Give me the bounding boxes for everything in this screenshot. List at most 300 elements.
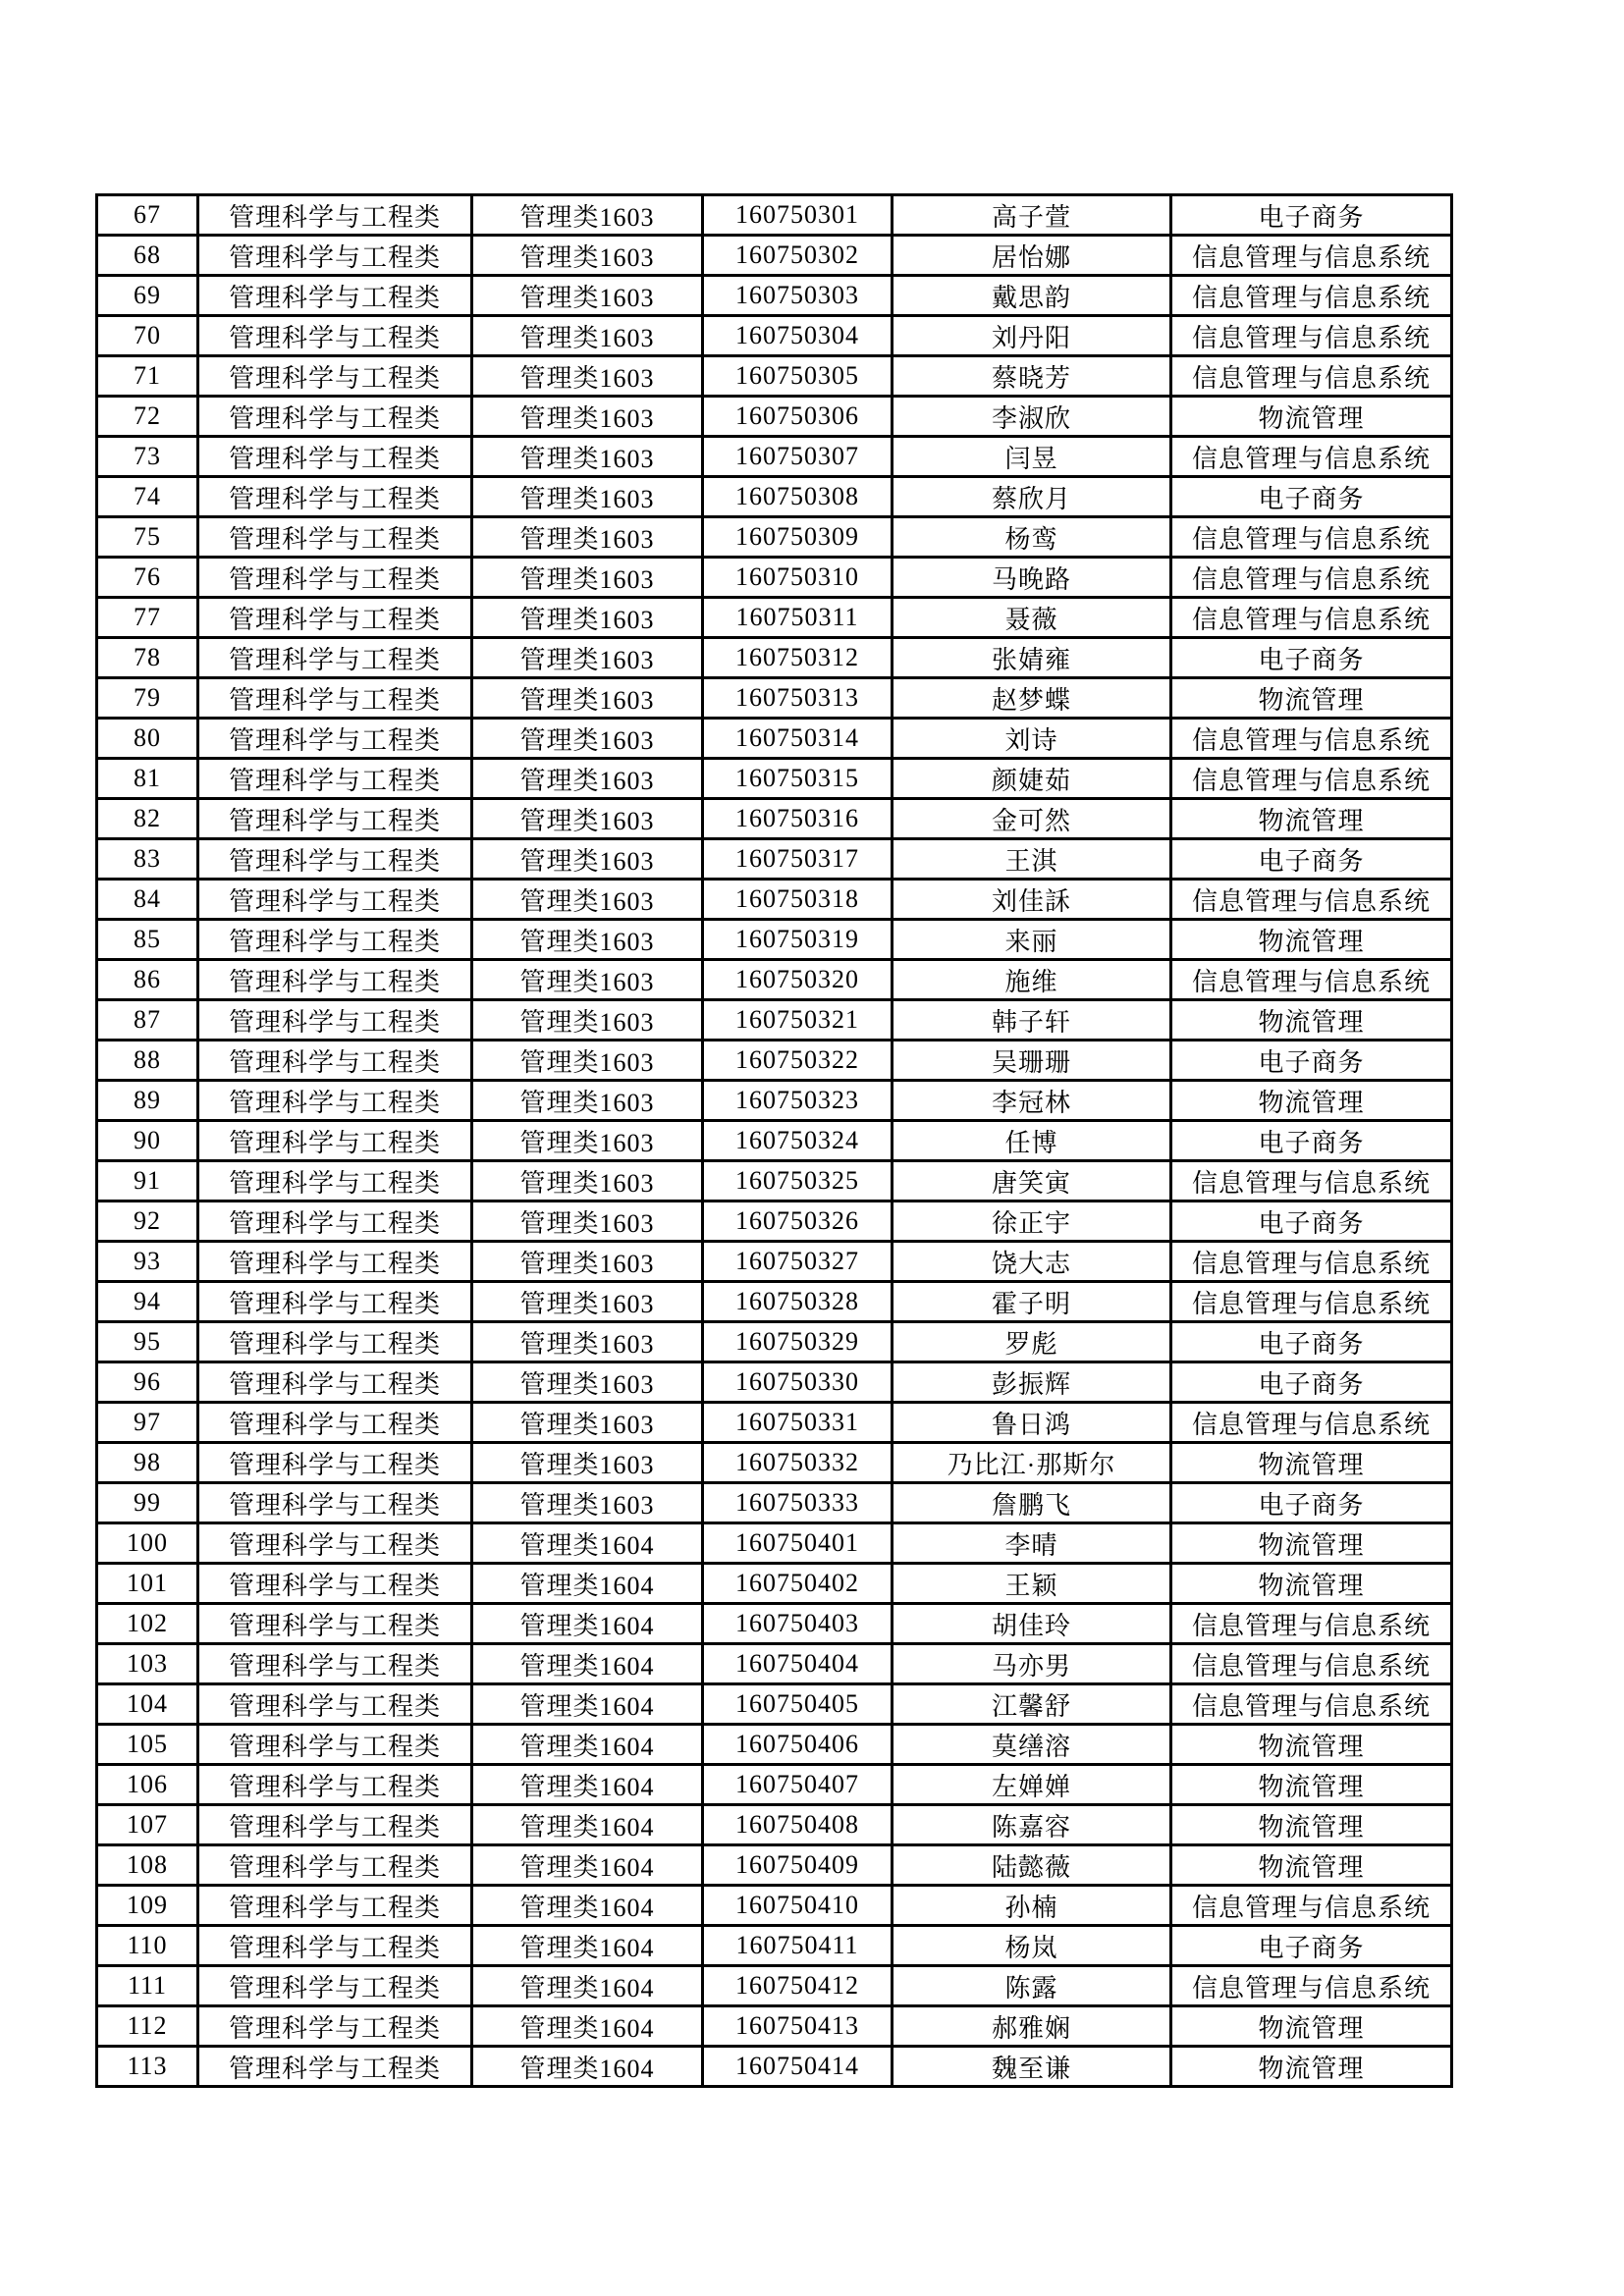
cell-class: 管理类1603 bbox=[472, 1443, 703, 1483]
cell-major: 信息管理与信息系统 bbox=[1171, 517, 1452, 558]
cell-row-number: 85 bbox=[97, 920, 198, 960]
cell-class: 管理类1603 bbox=[472, 1121, 703, 1161]
cell-student-id: 160750332 bbox=[703, 1443, 893, 1483]
cell-major: 信息管理与信息系统 bbox=[1171, 356, 1452, 397]
cell-row-number: 97 bbox=[97, 1403, 198, 1443]
cell-student-name: 陈嘉容 bbox=[893, 1805, 1171, 1845]
cell-student-id: 160750328 bbox=[703, 1282, 893, 1322]
cell-major: 信息管理与信息系统 bbox=[1171, 236, 1452, 276]
cell-class: 管理类1603 bbox=[472, 236, 703, 276]
cell-major: 电子商务 bbox=[1171, 1041, 1452, 1081]
cell-category: 管理科学与工程类 bbox=[198, 356, 472, 397]
cell-class: 管理类1604 bbox=[472, 1725, 703, 1765]
table-row bbox=[97, 1604, 1452, 1644]
table-row bbox=[97, 356, 1452, 397]
cell-student-name: 郝雅娴 bbox=[893, 2006, 1171, 2047]
cell-category: 管理科学与工程类 bbox=[198, 1000, 472, 1041]
cell-student-name: 王淇 bbox=[893, 839, 1171, 880]
cell-class: 管理类1603 bbox=[472, 477, 703, 517]
cell-row-number: 81 bbox=[97, 759, 198, 799]
cell-category: 管理科学与工程类 bbox=[198, 1483, 472, 1523]
cell-major: 信息管理与信息系统 bbox=[1171, 1161, 1452, 1201]
cell-major: 物流管理 bbox=[1171, 1564, 1452, 1604]
cell-student-name: 蔡晓芳 bbox=[893, 356, 1171, 397]
table-row bbox=[97, 2047, 1452, 2087]
cell-major: 物流管理 bbox=[1171, 2006, 1452, 2047]
table-row bbox=[97, 1282, 1452, 1322]
cell-category: 管理科学与工程类 bbox=[198, 1886, 472, 1926]
cell-student-name: 吴珊珊 bbox=[893, 1041, 1171, 1081]
table-row bbox=[97, 799, 1452, 839]
cell-major: 信息管理与信息系统 bbox=[1171, 1403, 1452, 1443]
cell-category: 管理科学与工程类 bbox=[198, 195, 472, 236]
table-row bbox=[97, 1966, 1452, 2006]
cell-row-number: 89 bbox=[97, 1081, 198, 1121]
cell-student-id: 160750323 bbox=[703, 1081, 893, 1121]
cell-major: 电子商务 bbox=[1171, 1121, 1452, 1161]
cell-student-name: 马晚路 bbox=[893, 558, 1171, 598]
table-row bbox=[97, 1644, 1452, 1684]
cell-class: 管理类1604 bbox=[472, 1966, 703, 2006]
cell-category: 管理科学与工程类 bbox=[198, 1644, 472, 1684]
cell-major: 物流管理 bbox=[1171, 1000, 1452, 1041]
cell-major: 物流管理 bbox=[1171, 678, 1452, 719]
cell-major: 电子商务 bbox=[1171, 638, 1452, 678]
cell-class: 管理类1604 bbox=[472, 1564, 703, 1604]
cell-row-number: 77 bbox=[97, 598, 198, 638]
cell-row-number: 86 bbox=[97, 960, 198, 1000]
cell-category: 管理科学与工程类 bbox=[198, 558, 472, 598]
cell-class: 管理类1603 bbox=[472, 195, 703, 236]
cell-major: 信息管理与信息系统 bbox=[1171, 1282, 1452, 1322]
cell-student-name: 张婧雍 bbox=[893, 638, 1171, 678]
cell-class: 管理类1603 bbox=[472, 678, 703, 719]
cell-major: 物流管理 bbox=[1171, 799, 1452, 839]
cell-major: 信息管理与信息系统 bbox=[1171, 719, 1452, 759]
cell-student-name: 李晴 bbox=[893, 1523, 1171, 1564]
cell-student-id: 160750321 bbox=[703, 1000, 893, 1041]
table-row bbox=[97, 1483, 1452, 1523]
cell-student-name: 刘诗 bbox=[893, 719, 1171, 759]
cell-student-id: 160750404 bbox=[703, 1644, 893, 1684]
cell-class: 管理类1603 bbox=[472, 1081, 703, 1121]
cell-major: 电子商务 bbox=[1171, 1362, 1452, 1403]
cell-student-id: 160750302 bbox=[703, 236, 893, 276]
cell-row-number: 99 bbox=[97, 1483, 198, 1523]
cell-class: 管理类1603 bbox=[472, 1161, 703, 1201]
cell-row-number: 79 bbox=[97, 678, 198, 719]
cell-row-number: 95 bbox=[97, 1322, 198, 1362]
cell-student-name: 彭振辉 bbox=[893, 1362, 1171, 1403]
cell-student-name: 闫昱 bbox=[893, 437, 1171, 477]
table-row bbox=[97, 598, 1452, 638]
table-row bbox=[97, 1081, 1452, 1121]
cell-row-number: 100 bbox=[97, 1523, 198, 1564]
cell-student-id: 160750318 bbox=[703, 880, 893, 920]
table-row bbox=[97, 1564, 1452, 1604]
cell-category: 管理科学与工程类 bbox=[198, 437, 472, 477]
cell-student-name: 王颖 bbox=[893, 1564, 1171, 1604]
cell-category: 管理科学与工程类 bbox=[198, 1684, 472, 1725]
table-row bbox=[97, 558, 1452, 598]
cell-category: 管理科学与工程类 bbox=[198, 678, 472, 719]
cell-category: 管理科学与工程类 bbox=[198, 1845, 472, 1886]
cell-student-id: 160750308 bbox=[703, 477, 893, 517]
cell-row-number: 110 bbox=[97, 1926, 198, 1966]
cell-class: 管理类1603 bbox=[472, 1403, 703, 1443]
cell-student-id: 160750316 bbox=[703, 799, 893, 839]
cell-category: 管理科学与工程类 bbox=[198, 2047, 472, 2087]
cell-student-id: 160750403 bbox=[703, 1604, 893, 1644]
cell-student-id: 160750309 bbox=[703, 517, 893, 558]
cell-row-number: 96 bbox=[97, 1362, 198, 1403]
cell-student-name: 徐正宇 bbox=[893, 1201, 1171, 1242]
cell-major: 信息管理与信息系统 bbox=[1171, 880, 1452, 920]
cell-student-name: 施维 bbox=[893, 960, 1171, 1000]
cell-student-name: 乃比江·那斯尔 bbox=[893, 1443, 1171, 1483]
table-row bbox=[97, 276, 1452, 316]
cell-student-name: 左婵婵 bbox=[893, 1765, 1171, 1805]
cell-student-id: 160750401 bbox=[703, 1523, 893, 1564]
cell-major: 物流管理 bbox=[1171, 1805, 1452, 1845]
cell-row-number: 113 bbox=[97, 2047, 198, 2087]
cell-category: 管理科学与工程类 bbox=[198, 1926, 472, 1966]
cell-row-number: 92 bbox=[97, 1201, 198, 1242]
cell-category: 管理科学与工程类 bbox=[198, 1161, 472, 1201]
cell-student-name: 高子萱 bbox=[893, 195, 1171, 236]
cell-row-number: 71 bbox=[97, 356, 198, 397]
cell-row-number: 101 bbox=[97, 1564, 198, 1604]
cell-category: 管理科学与工程类 bbox=[198, 719, 472, 759]
cell-major: 信息管理与信息系统 bbox=[1171, 316, 1452, 356]
cell-student-id: 160750311 bbox=[703, 598, 893, 638]
cell-student-name: 杨岚 bbox=[893, 1926, 1171, 1966]
cell-category: 管理科学与工程类 bbox=[198, 1564, 472, 1604]
cell-class: 管理类1603 bbox=[472, 1201, 703, 1242]
cell-class: 管理类1604 bbox=[472, 2047, 703, 2087]
table-row bbox=[97, 1845, 1452, 1886]
cell-row-number: 94 bbox=[97, 1282, 198, 1322]
cell-row-number: 91 bbox=[97, 1161, 198, 1201]
cell-student-id: 160750313 bbox=[703, 678, 893, 719]
cell-row-number: 98 bbox=[97, 1443, 198, 1483]
cell-row-number: 74 bbox=[97, 477, 198, 517]
cell-student-name: 詹鹏飞 bbox=[893, 1483, 1171, 1523]
cell-student-name: 魏至谦 bbox=[893, 2047, 1171, 2087]
cell-row-number: 84 bbox=[97, 880, 198, 920]
cell-student-id: 160750325 bbox=[703, 1161, 893, 1201]
cell-class: 管理类1603 bbox=[472, 1322, 703, 1362]
cell-class: 管理类1603 bbox=[472, 356, 703, 397]
cell-category: 管理科学与工程类 bbox=[198, 839, 472, 880]
cell-category: 管理科学与工程类 bbox=[198, 920, 472, 960]
table-row bbox=[97, 759, 1452, 799]
cell-student-name: 饶大志 bbox=[893, 1242, 1171, 1282]
cell-major: 物流管理 bbox=[1171, 2047, 1452, 2087]
cell-major: 电子商务 bbox=[1171, 1322, 1452, 1362]
cell-major: 信息管理与信息系统 bbox=[1171, 759, 1452, 799]
cell-student-id: 160750406 bbox=[703, 1725, 893, 1765]
cell-student-id: 160750410 bbox=[703, 1886, 893, 1926]
cell-class: 管理类1604 bbox=[472, 1523, 703, 1564]
table-row bbox=[97, 397, 1452, 437]
cell-student-id: 160750411 bbox=[703, 1926, 893, 1966]
table-row bbox=[97, 839, 1452, 880]
cell-class: 管理类1603 bbox=[472, 960, 703, 1000]
cell-student-id: 160750315 bbox=[703, 759, 893, 799]
table-row bbox=[97, 1362, 1452, 1403]
cell-category: 管理科学与工程类 bbox=[198, 960, 472, 1000]
cell-category: 管理科学与工程类 bbox=[198, 1403, 472, 1443]
cell-major: 信息管理与信息系统 bbox=[1171, 1684, 1452, 1725]
table-row bbox=[97, 1523, 1452, 1564]
cell-major: 信息管理与信息系统 bbox=[1171, 960, 1452, 1000]
table-row bbox=[97, 1000, 1452, 1041]
cell-class: 管理类1603 bbox=[472, 558, 703, 598]
cell-category: 管理科学与工程类 bbox=[198, 1282, 472, 1322]
table-row bbox=[97, 1926, 1452, 1966]
table-row bbox=[97, 1765, 1452, 1805]
cell-category: 管理科学与工程类 bbox=[198, 1201, 472, 1242]
table-row bbox=[97, 1322, 1452, 1362]
cell-class: 管理类1604 bbox=[472, 1886, 703, 1926]
cell-category: 管理科学与工程类 bbox=[198, 276, 472, 316]
cell-category: 管理科学与工程类 bbox=[198, 1041, 472, 1081]
cell-category: 管理科学与工程类 bbox=[198, 598, 472, 638]
cell-class: 管理类1603 bbox=[472, 1041, 703, 1081]
cell-student-name: 赵梦蝶 bbox=[893, 678, 1171, 719]
table-row bbox=[97, 678, 1452, 719]
cell-category: 管理科学与工程类 bbox=[198, 880, 472, 920]
cell-major: 物流管理 bbox=[1171, 397, 1452, 437]
cell-major: 物流管理 bbox=[1171, 1443, 1452, 1483]
cell-major: 信息管理与信息系统 bbox=[1171, 1604, 1452, 1644]
cell-student-id: 160750319 bbox=[703, 920, 893, 960]
cell-student-name: 鲁日鸿 bbox=[893, 1403, 1171, 1443]
cell-student-id: 160750301 bbox=[703, 195, 893, 236]
cell-student-name: 莫缮溶 bbox=[893, 1725, 1171, 1765]
cell-student-name: 胡佳玲 bbox=[893, 1604, 1171, 1644]
cell-major: 电子商务 bbox=[1171, 195, 1452, 236]
cell-student-id: 160750317 bbox=[703, 839, 893, 880]
cell-row-number: 109 bbox=[97, 1886, 198, 1926]
cell-major: 信息管理与信息系统 bbox=[1171, 437, 1452, 477]
table-row bbox=[97, 477, 1452, 517]
cell-major: 电子商务 bbox=[1171, 1483, 1452, 1523]
cell-student-id: 160750333 bbox=[703, 1483, 893, 1523]
table-row bbox=[97, 1886, 1452, 1926]
cell-major: 物流管理 bbox=[1171, 1845, 1452, 1886]
cell-row-number: 69 bbox=[97, 276, 198, 316]
cell-class: 管理类1604 bbox=[472, 1926, 703, 1966]
cell-class: 管理类1604 bbox=[472, 1604, 703, 1644]
cell-student-id: 160750322 bbox=[703, 1041, 893, 1081]
cell-row-number: 112 bbox=[97, 2006, 198, 2047]
cell-class: 管理类1604 bbox=[472, 1765, 703, 1805]
cell-student-name: 刘佳訸 bbox=[893, 880, 1171, 920]
student-roster-table bbox=[95, 193, 1453, 2088]
cell-category: 管理科学与工程类 bbox=[198, 477, 472, 517]
cell-row-number: 93 bbox=[97, 1242, 198, 1282]
table-row bbox=[97, 2006, 1452, 2047]
cell-major: 信息管理与信息系统 bbox=[1171, 558, 1452, 598]
cell-row-number: 105 bbox=[97, 1725, 198, 1765]
cell-student-name: 陆懿薇 bbox=[893, 1845, 1171, 1886]
table-row bbox=[97, 719, 1452, 759]
cell-student-id: 160750409 bbox=[703, 1845, 893, 1886]
cell-category: 管理科学与工程类 bbox=[198, 1725, 472, 1765]
cell-student-id: 160750305 bbox=[703, 356, 893, 397]
table-row bbox=[97, 638, 1452, 678]
cell-student-name: 颜婕茹 bbox=[893, 759, 1171, 799]
cell-category: 管理科学与工程类 bbox=[198, 1081, 472, 1121]
cell-student-name: 孙楠 bbox=[893, 1886, 1171, 1926]
cell-class: 管理类1603 bbox=[472, 276, 703, 316]
cell-student-name: 韩子轩 bbox=[893, 1000, 1171, 1041]
cell-category: 管理科学与工程类 bbox=[198, 1362, 472, 1403]
cell-category: 管理科学与工程类 bbox=[198, 236, 472, 276]
cell-row-number: 72 bbox=[97, 397, 198, 437]
cell-class: 管理类1603 bbox=[472, 397, 703, 437]
table-row bbox=[97, 1161, 1452, 1201]
cell-category: 管理科学与工程类 bbox=[198, 1765, 472, 1805]
cell-category: 管理科学与工程类 bbox=[198, 759, 472, 799]
cell-student-id: 160750326 bbox=[703, 1201, 893, 1242]
cell-category: 管理科学与工程类 bbox=[198, 517, 472, 558]
cell-student-id: 160750312 bbox=[703, 638, 893, 678]
cell-major: 信息管理与信息系统 bbox=[1171, 598, 1452, 638]
table-row bbox=[97, 316, 1452, 356]
cell-row-number: 67 bbox=[97, 195, 198, 236]
cell-row-number: 73 bbox=[97, 437, 198, 477]
table-row bbox=[97, 960, 1452, 1000]
cell-major: 物流管理 bbox=[1171, 920, 1452, 960]
cell-major: 信息管理与信息系统 bbox=[1171, 276, 1452, 316]
cell-major: 信息管理与信息系统 bbox=[1171, 1242, 1452, 1282]
cell-class: 管理类1604 bbox=[472, 1805, 703, 1845]
cell-student-id: 160750402 bbox=[703, 1564, 893, 1604]
cell-row-number: 111 bbox=[97, 1966, 198, 2006]
cell-row-number: 78 bbox=[97, 638, 198, 678]
cell-student-name: 陈露 bbox=[893, 1966, 1171, 2006]
cell-student-name: 霍子明 bbox=[893, 1282, 1171, 1322]
cell-category: 管理科学与工程类 bbox=[198, 1805, 472, 1845]
cell-class: 管理类1603 bbox=[472, 759, 703, 799]
table-row bbox=[97, 236, 1452, 276]
cell-row-number: 83 bbox=[97, 839, 198, 880]
cell-student-name: 金可然 bbox=[893, 799, 1171, 839]
table-row bbox=[97, 1121, 1452, 1161]
cell-student-id: 160750414 bbox=[703, 2047, 893, 2087]
cell-category: 管理科学与工程类 bbox=[198, 1604, 472, 1644]
cell-student-id: 160750324 bbox=[703, 1121, 893, 1161]
roster-table-body bbox=[97, 195, 1452, 2087]
cell-class: 管理类1603 bbox=[472, 517, 703, 558]
cell-row-number: 102 bbox=[97, 1604, 198, 1644]
cell-student-id: 160750331 bbox=[703, 1403, 893, 1443]
cell-class: 管理类1603 bbox=[472, 719, 703, 759]
cell-major: 电子商务 bbox=[1171, 839, 1452, 880]
cell-class: 管理类1603 bbox=[472, 1000, 703, 1041]
table-row bbox=[97, 1403, 1452, 1443]
table-row bbox=[97, 1805, 1452, 1845]
cell-student-name: 任博 bbox=[893, 1121, 1171, 1161]
cell-student-id: 160750413 bbox=[703, 2006, 893, 2047]
cell-class: 管理类1603 bbox=[472, 437, 703, 477]
cell-row-number: 103 bbox=[97, 1644, 198, 1684]
cell-student-id: 160750330 bbox=[703, 1362, 893, 1403]
cell-class: 管理类1604 bbox=[472, 1644, 703, 1684]
cell-major: 物流管理 bbox=[1171, 1765, 1452, 1805]
table-row bbox=[97, 1684, 1452, 1725]
cell-category: 管理科学与工程类 bbox=[198, 1121, 472, 1161]
cell-category: 管理科学与工程类 bbox=[198, 2006, 472, 2047]
cell-class: 管理类1604 bbox=[472, 2006, 703, 2047]
cell-student-name: 刘丹阳 bbox=[893, 316, 1171, 356]
cell-class: 管理类1603 bbox=[472, 316, 703, 356]
cell-class: 管理类1603 bbox=[472, 638, 703, 678]
cell-major: 物流管理 bbox=[1171, 1081, 1452, 1121]
cell-major: 电子商务 bbox=[1171, 1201, 1452, 1242]
cell-student-name: 杨鸾 bbox=[893, 517, 1171, 558]
cell-major: 电子商务 bbox=[1171, 1926, 1452, 1966]
cell-category: 管理科学与工程类 bbox=[198, 1523, 472, 1564]
cell-row-number: 104 bbox=[97, 1684, 198, 1725]
cell-class: 管理类1603 bbox=[472, 920, 703, 960]
table-row bbox=[97, 920, 1452, 960]
cell-class: 管理类1604 bbox=[472, 1684, 703, 1725]
cell-class: 管理类1603 bbox=[472, 1242, 703, 1282]
cell-row-number: 80 bbox=[97, 719, 198, 759]
cell-row-number: 88 bbox=[97, 1041, 198, 1081]
cell-category: 管理科学与工程类 bbox=[198, 638, 472, 678]
cell-row-number: 106 bbox=[97, 1765, 198, 1805]
table-row bbox=[97, 1201, 1452, 1242]
cell-row-number: 76 bbox=[97, 558, 198, 598]
table-row bbox=[97, 1443, 1452, 1483]
cell-student-id: 160750306 bbox=[703, 397, 893, 437]
cell-row-number: 87 bbox=[97, 1000, 198, 1041]
cell-category: 管理科学与工程类 bbox=[198, 1443, 472, 1483]
cell-category: 管理科学与工程类 bbox=[198, 316, 472, 356]
cell-student-id: 160750327 bbox=[703, 1242, 893, 1282]
cell-student-id: 160750407 bbox=[703, 1765, 893, 1805]
cell-student-id: 160750329 bbox=[703, 1322, 893, 1362]
cell-student-name: 聂薇 bbox=[893, 598, 1171, 638]
table-row bbox=[97, 1725, 1452, 1765]
cell-student-id: 160750408 bbox=[703, 1805, 893, 1845]
table-row bbox=[97, 437, 1452, 477]
cell-student-name: 李冠林 bbox=[893, 1081, 1171, 1121]
cell-student-id: 160750405 bbox=[703, 1684, 893, 1725]
cell-major: 电子商务 bbox=[1171, 477, 1452, 517]
cell-student-name: 戴思韵 bbox=[893, 276, 1171, 316]
cell-student-id: 160750320 bbox=[703, 960, 893, 1000]
cell-major: 物流管理 bbox=[1171, 1523, 1452, 1564]
cell-student-name: 蔡欣月 bbox=[893, 477, 1171, 517]
table-row bbox=[97, 880, 1452, 920]
cell-class: 管理类1604 bbox=[472, 1845, 703, 1886]
cell-student-id: 160750314 bbox=[703, 719, 893, 759]
cell-category: 管理科学与工程类 bbox=[198, 1242, 472, 1282]
table-row bbox=[97, 1041, 1452, 1081]
cell-class: 管理类1603 bbox=[472, 598, 703, 638]
cell-student-name: 江馨舒 bbox=[893, 1684, 1171, 1725]
table-row bbox=[97, 1242, 1452, 1282]
cell-student-name: 来丽 bbox=[893, 920, 1171, 960]
cell-row-number: 82 bbox=[97, 799, 198, 839]
table-row bbox=[97, 517, 1452, 558]
